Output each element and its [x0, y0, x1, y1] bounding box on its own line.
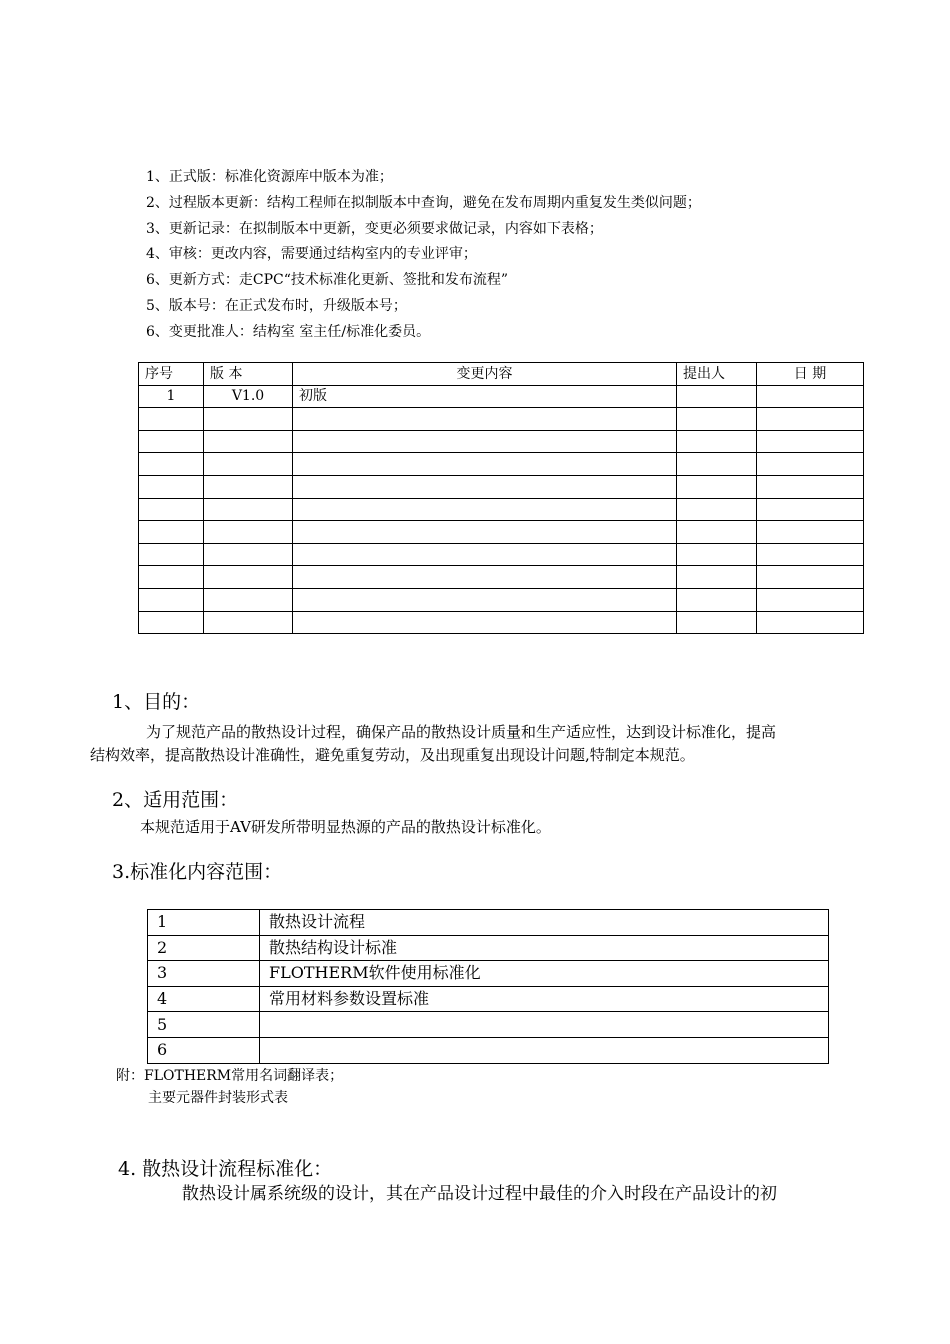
table-cell: [293, 498, 677, 521]
table-cell: [677, 588, 757, 611]
change-record-table: [138, 362, 864, 634]
table-row: [139, 588, 864, 611]
table-cell: [677, 566, 757, 589]
table-cell: [757, 588, 864, 611]
scope-item: 常用材料参数设置标准: [260, 986, 829, 1012]
section-heading-content-scope: 3.标准化内容范围：: [112, 861, 283, 883]
table-row: [139, 521, 864, 544]
table-cell: [139, 498, 204, 521]
scope-number: 5: [148, 1012, 260, 1038]
table-cell: [139, 408, 204, 431]
scope-number: 2: [148, 935, 260, 961]
header-cell: 序号: [139, 363, 204, 386]
table-cell: [204, 498, 293, 521]
scope-item: [260, 1012, 829, 1038]
table-cell: [677, 430, 757, 453]
table-row: [139, 498, 864, 521]
table-cell: [757, 543, 864, 566]
table-cell: [677, 408, 757, 431]
note-line: 5、版本号：在正式发布时，升级版本号；: [146, 297, 407, 314]
table-cell: [677, 543, 757, 566]
standardization-scope-table: [147, 909, 829, 1064]
table-cell: [204, 566, 293, 589]
table-cell: [293, 430, 677, 453]
flow-text: 散热设计属系统级的设计，其在产品设计过程中最佳的介入时段在产品设计的初: [182, 1184, 777, 1204]
note-line: 6、变更批准人：结构室 室主任/标准化委员。: [146, 323, 431, 340]
table-row: [139, 430, 864, 453]
table-cell: [139, 611, 204, 634]
scope-row: [148, 910, 829, 936]
header-cell: 提出人: [677, 363, 757, 386]
table-cell: [677, 521, 757, 544]
table-cell: [204, 543, 293, 566]
table-cell: [204, 453, 293, 476]
note-line: 1、正式版：标准化资源库中版本为准；: [146, 169, 393, 185]
scope-number: 3: [148, 961, 260, 987]
table-cell: [677, 498, 757, 521]
scope-number: 4: [148, 986, 260, 1012]
table-cell: [204, 408, 293, 431]
table-row: [139, 475, 864, 498]
header-cell: 日 期: [757, 363, 864, 386]
table-cell: [757, 498, 864, 521]
table-cell: [757, 521, 864, 544]
table-cell: [139, 430, 204, 453]
table-cell: [139, 521, 204, 544]
table-cell: [204, 430, 293, 453]
table-cell: [757, 408, 864, 431]
table-cell: [757, 566, 864, 589]
table-cell: V1.0: [204, 385, 293, 408]
scope-row: [148, 1012, 829, 1038]
table-cell: [757, 385, 864, 408]
version-notes: [146, 165, 701, 346]
table-cell: [204, 588, 293, 611]
table-cell: [293, 611, 677, 634]
scope-number: 1: [148, 910, 260, 936]
table-cell: [677, 475, 757, 498]
table-row: [139, 408, 864, 431]
table-cell: [757, 453, 864, 476]
note-line: 3、更新记录：在拟制版本中更新，变更必须要求做记录，内容如下表格；: [146, 220, 603, 237]
table-cell: [139, 453, 204, 476]
scope-row: [148, 961, 829, 987]
scope-row: [148, 935, 829, 961]
scope-item: FLOTHERM软件使用标准化: [260, 961, 829, 987]
table-cell: [139, 543, 204, 566]
table-cell: [293, 408, 677, 431]
table-cell: 1: [139, 385, 204, 408]
table-cell: [204, 521, 293, 544]
table-cell: [293, 453, 677, 476]
section-heading-applicability: 2、适用范围：: [112, 789, 239, 811]
table-cell: 初版: [293, 385, 677, 408]
purpose-text-line2: 结构效率，提高散热设计准确性，避免重复劳动，及出现重复出现设计问题,特制定本规范。: [90, 746, 695, 764]
table-cell: [204, 475, 293, 498]
scope-item: [260, 1037, 829, 1063]
section-heading-purpose: 1、目的：: [112, 691, 201, 713]
section-heading-flow: 4. 散热设计流程标准化：: [118, 1158, 333, 1180]
scope-item: 散热结构设计标准: [260, 935, 829, 961]
table-cell: [139, 566, 204, 589]
table-cell: [757, 611, 864, 634]
table-cell: [293, 475, 677, 498]
table-row: [139, 566, 864, 589]
scope-row: [148, 986, 829, 1012]
table-cell: [677, 385, 757, 408]
scope-row: [148, 1037, 829, 1063]
table-cell: [293, 588, 677, 611]
appendix-line2: 主要元器件封装形式表: [148, 1090, 288, 1106]
purpose-text-line1: 为了规范产品的散热设计过程，确保产品的散热设计质量和生产适应性，达到设计标准化，提高: [146, 723, 777, 741]
table-cell: [204, 611, 293, 634]
table-cell: [293, 566, 677, 589]
header-cell: 版 本: [204, 363, 293, 386]
table-cell: [293, 521, 677, 544]
note-line: 2、过程版本更新：结构工程师在拟制版本中查询，避免在发布周期内重复发生类似问题；: [146, 194, 701, 211]
table-row: [139, 453, 864, 476]
table-row: [139, 611, 864, 634]
scope-number: 6: [148, 1037, 260, 1063]
note-line: 4、审核：更改内容，需要通过结构室内的专业评审；: [146, 246, 477, 263]
table-cell: [757, 475, 864, 498]
table-cell: [757, 430, 864, 453]
table-header-row: [139, 363, 864, 386]
appendix-line1: 附：FLOTHERM常用名词翻译表；: [116, 1068, 344, 1084]
scope-item: 散热设计流程: [260, 910, 829, 936]
applicability-text: 本规范适用于AV研发所带明显热源的产品的散热设计标准化。: [140, 818, 551, 836]
table-row: [139, 385, 864, 408]
table-cell: [293, 543, 677, 566]
table-cell: [677, 611, 757, 634]
note-line: 6、更新方式：走CPC“技术标准化更新、签批和发布流程”: [146, 272, 509, 289]
table-cell: [139, 475, 204, 498]
table-cell: [677, 453, 757, 476]
table-cell: [139, 588, 204, 611]
table-row: [139, 543, 864, 566]
header-cell: 变更内容: [293, 363, 677, 386]
